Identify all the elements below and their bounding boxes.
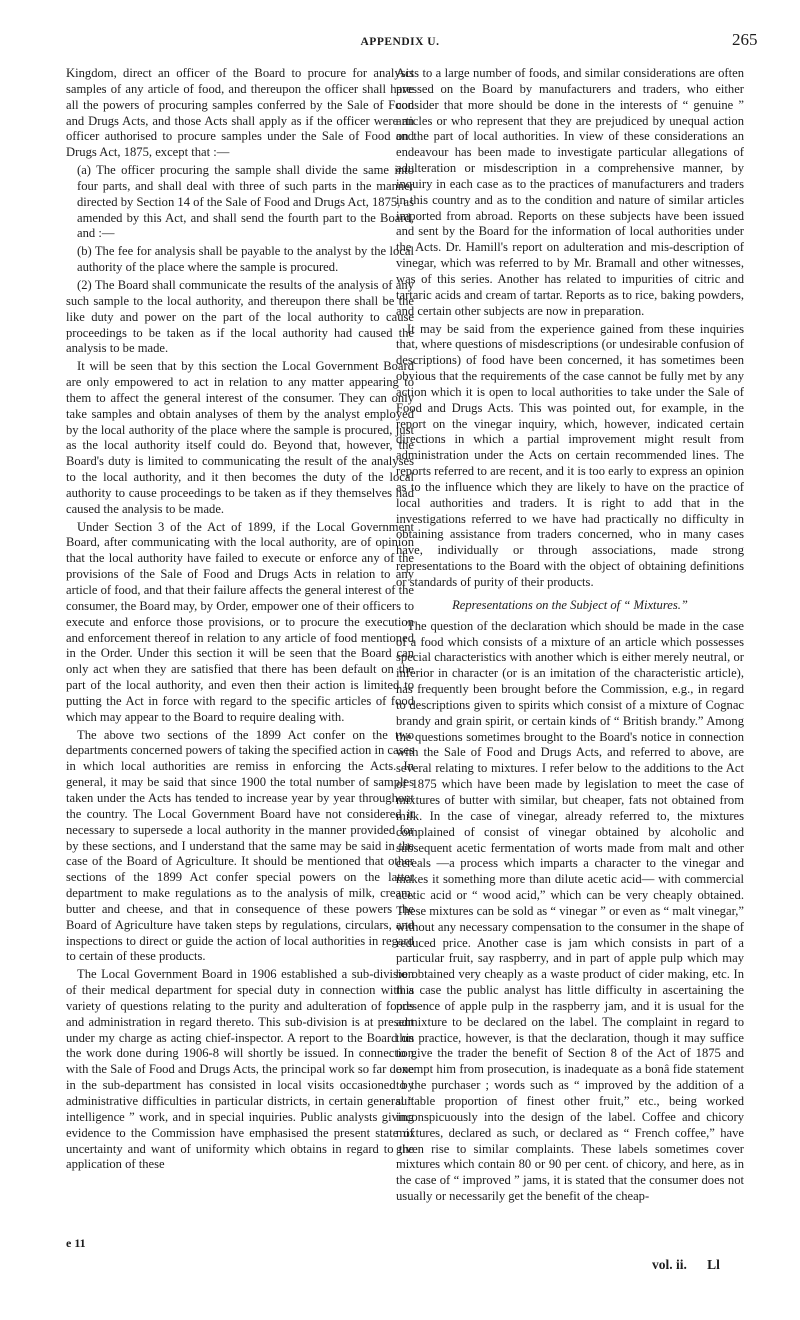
signature-mark: e 11	[66, 1236, 86, 1250]
paragraph: The above two sections of the 1899 Act confer on the two departments concerned powers of taking the specified action in cases in which local authorities are remiss in enforcing the Acts. In general, it may be said that since 1900 the total number of samples taken under the Acts has tended to increase year by year throughout the country. The Local Government Board have not considered it necessary to supersede a local authority in the manner provided for by these sections, and I understand that the same may be said in the case of the Board of Agriculture. It should be mentioned that other sections of the 1899 Act confer special powers on the latter department to make regulations as to the analysis of milk, cream, butter and cheese, and that in consequence of these powers the Board of Agriculture have taken steps by regulations, circulars, and inspections to direct or guide the action of local authorities in regard to certain of these products.	[66, 727, 414, 964]
right-column	[396, 66, 744, 1207]
paragraph: The Local Government Board in 1906 established a sub-division of their medical department for special duty in connection with a variety of questions relating to the purity and adulteration of foods and administration in regard thereto. This sub-division is at present under my charge as acting chief-inspector. A report to the Board on the work done during 1906-8 will shortly be issued. In connection with the Sale of Food and Drugs Acts, the principal work so far done in the sub-department has consisted in local visits occasioned by administrative difficulties in particular districts, in certain general “ intelligence ” work, and in special inquiries. Public analysts giving evidence to the Commission have emphasised the present state of uncertainty and want of uniformity which obtains in regard to the application of these	[66, 967, 414, 1172]
paragraph: (2) The Board shall communicate the results of the analysis of any such sample to the local authority, and thereupon there shall be the like duty and power on the part of the local authority to cause proceedings to be taken as if the local authority had caused the analysis to be made.	[66, 277, 414, 356]
running-header: APPENDIX U.	[360, 36, 440, 48]
volume-mark: vol. ii. Ll	[652, 1257, 720, 1272]
paragraph: Acts to a large number of foods, and similar considerations are often pressed on the Board by manufacturers and traders, who either consider that more should be done in the interests of “ genuine ” articles or who represent that they are prejudiced by unequal action on the part of local authorities. In view of these considerations an endeavour has been made to investigate particular allegations of adulteration or misdescription in a comprehensive manner, by inquiry in each case as to the practices of manufacturers and traders in this country and as to the condition and nature of similar articles imported from abroad. Reports on these subjects have been issued and sent by the Board for the information of local authorities under the Acts. Dr. Hamill's report on adulteration and mis-description of vinegar, which was referred to by Mr. Bramall and other witnesses, was of this series. Another has related to impurities of citric and tartaric acids and cream of tartar. Reports as to rice, baking powders, and certain other subjects are now in preparation.	[396, 66, 744, 318]
paragraph: (a) The officer procuring the sample shall divide the same into four parts, and shall deal with three of such parts in the manner directed by Section 14 of the Sale of Food and Drugs Act, 1875, as amended by this Act, and shall send the fourth part to the Board, and :—	[77, 163, 414, 241]
paragraph: It may be said from the experience gained from these inquiries that, where questions of misdescriptions (or undesirable confusion of descriptions) of food have been concerned, it has sometimes been obvious that the requirements of the case cannot be fully met by any action which it is open to local authorities to take under the Sale of Food and Drugs Acts. This was pointed out, for example, in the report on the vinegar inquiry, which, however, indicated certain directions in which a partial improvement might result from administration under the Acts on certain recommended lines. The reports referred to are recent, and it is too early to express an opinion as to the influence which they are likely to have on the practice of local authorities and traders. It is right to add that in the investigations referred to we have had practically no difficulty in obtaining assistance from traders concerned, who in many cases have, individually or through associations, made strong representations to the Board with the object of obtaining definitions or standards of purity of their products.	[396, 321, 745, 589]
left-column	[66, 66, 414, 1175]
page-number: 265	[732, 30, 758, 49]
paragraph: (b) The fee for analysis shall be payable to the analyst by the local authority of the place where the sample is procured.	[77, 244, 414, 275]
paragraph: Kingdom, direct an officer of the Board to procure for analysis samples of any article of food, and thereupon the officer shall have all the powers of procuring samples conferred by the Sale of Food and Drugs Acts, and those Acts shall apply as if the officer were an officer authorised to procure samples under the Sale of Food and Drugs Act, 1875, except that :—	[66, 66, 414, 160]
section-heading: Representations on the Subject of “ Mixtures.”	[452, 597, 688, 612]
paragraph: It will be seen that by this section the Local Government Board are only empowered to act in relation to any matter appearing to them to affect the general interest of the consumer. They can only take samples and obtain analyses of them by the analyst employed by the local authority of the place where the sample is procured, just as the local authority itself could do. Beyond that, however, the Board's duty is limited to communicating the result of the analyses to the local authority, and it then becomes the duty of the local authority to cause proceedings to be taken as if they themselves had caused the analysis to be made.	[66, 359, 414, 516]
paragraph: The question of the declaration which should be made in the case of a food which consists of a mixture of an article which possesses special characteristics with another which is either merely neutral, or inferior in character (or is an imitation of the characteristic article), has frequently been brought before the Commission, e.g., in regard to descriptions given to spirits which consist of a mixture of Cognac brandy and grain spirit, or certain kinds of “ British brandy.” Among the questions sometimes brought to the Board's notice in connection with the Sale of Food and Drugs Acts, and referred to above, are several relating to mixtures. I refer below to the additions to the Act of 1875 which have been made by legislation to meet the case of mixtures of butter with similar, but cheaper, fats not obtained from milk. In the case of vinegar, already referred to, the mixtures complained of consist of vinegar obtained by alcoholic and subsequent acetic fermentation of worts made from malt and other cereals —a process which imparts a character to the vinegar and makes it something more than dilute acetic acid— with commercial acetic acid or “ wood acid,” which can be very cheaply obtained. These mixtures can be sold as “ vinegar ” or even as “ malt vinegar,” without any necessary compensation to the consumer in the shape of reduced price. Another case is jam which consists in part of a particular fruit, say raspberry, and in part of apple pulp which may be obtained very cheaply as a waste product of cider making, etc. In this case the public analyst has little difficulty in ascertaining the presence of apple pulp in the raspberry jam, and it is usual for the admixture to be declared on the label. The complaint in regard to this practice, however, is that the declaration, though it may suffice to give the trader the benefit of Section 8 of the Act of 1875 and exempt him from prosecution, is inadequate as a bonâ fide statement to the purchaser ; words such as “ improved by the addition of a suitable proportion of finest other fruit,” etc., being worked inconspicuously into the design of the label. Coffee and chicory mixtures, declared as such, or declared as “ French coffee,” have given rise to similar complaints. These labels sometimes cover mixtures which contain 80 or 90 per cent. of chicory, and here, as in the case of “ improved ” jams, it is stated that the consumer does not usually or necessarily get the benefit of the cheap-	[396, 618, 744, 1204]
paragraph: Under Section 3 of the Act of 1899, if the Local Government Board, after communicating with the local authority, are of opinion that the local authority have failed to execute or enforce any of the provisions of the Sale of Food and Drugs Acts in relation to any article of food, and that their failure affects the general interest of the consumer, the Board may, by Order, empower one of their officers to execute and enforce those provisions, or to procure the execution and enforcement thereof in relation to any article of food mentioned in the Order. Under this section it will be seen that the Board can only act when they are satisfied that there has been default on the part of the local authority, and even then their action is limited to putting the Act in force with regard to the specific articles of food which may appear to the Board to require dealing with.	[66, 519, 414, 724]
